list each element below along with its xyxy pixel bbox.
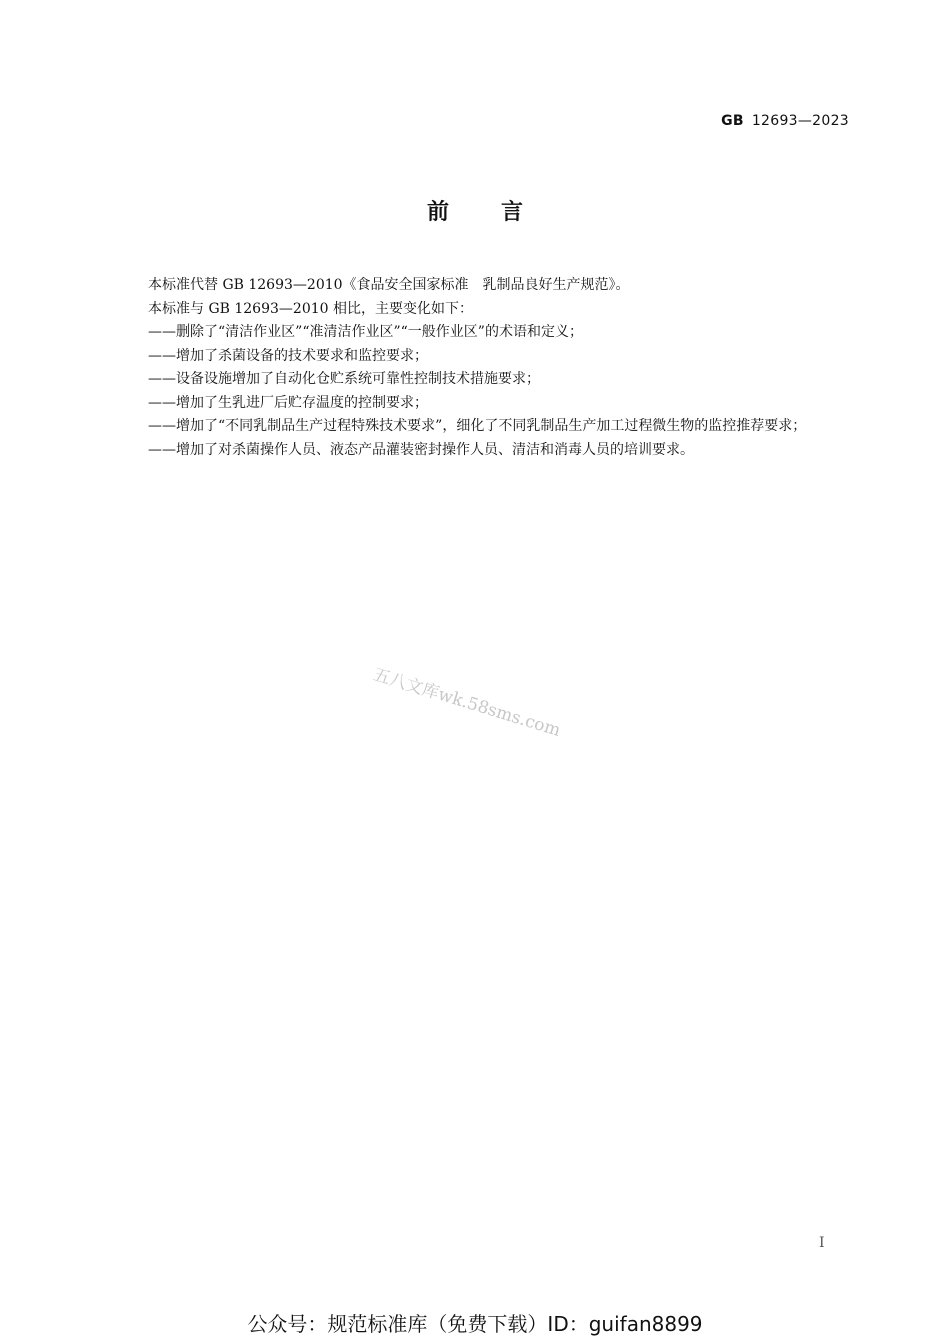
dash-marker: —— <box>148 324 176 340</box>
change-item <box>148 415 850 439</box>
change-item <box>148 368 850 392</box>
page-title: 前言 <box>426 200 575 225</box>
footer-note: 公众号：规范标准库（免费下载）ID：guifan8899 <box>247 1312 703 1336</box>
intro-line-1: 本标准代替 GB 12693—2010《食品安全国家标准 乳制品良好生产规范》。 <box>148 277 630 293</box>
change-item <box>148 439 850 463</box>
page-number: I <box>819 1235 825 1251</box>
change-item <box>148 321 850 345</box>
standard-prefix: GB <box>721 113 744 129</box>
change-item-text: 增加了“不同乳制品生产过程特殊技术要求”，细化了不同乳制品生产加工过程微生物的监控推荐要求； <box>176 418 807 434</box>
dash-marker: —— <box>148 418 176 434</box>
watermark: 五八文库wk.58sms.com <box>370 664 563 741</box>
dash-marker: —— <box>148 347 176 364</box>
change-item-text: 删除了“清洁作业区”“准清洁作业区”“一般作业区”的术语和定义； <box>176 324 583 340</box>
change-item-text: 增加了对杀菌操作人员、液态产品灌装密封操作人员、清洁和消毒人员的培训要求。 <box>176 441 694 458</box>
intro-line-2: 本标准与 GB 12693—2010 相比，主要变化如下： <box>148 300 473 317</box>
standard-code <box>721 113 849 129</box>
change-item <box>148 345 850 369</box>
change-item-text: 增加了杀菌设备的技术要求和监控要求； <box>176 347 428 364</box>
standard-number: 12693—2023 <box>751 113 849 129</box>
dash-marker: —— <box>148 441 176 458</box>
change-item <box>148 392 850 416</box>
change-item-text: 增加了生乳进厂后贮存温度的控制要求； <box>176 394 428 411</box>
dash-marker: —— <box>148 394 176 411</box>
document-body <box>148 274 850 462</box>
change-item-text: 设备设施增加了自动化仓贮系统可靠性控制技术措施要求； <box>176 371 540 387</box>
dash-marker: —— <box>148 371 176 387</box>
